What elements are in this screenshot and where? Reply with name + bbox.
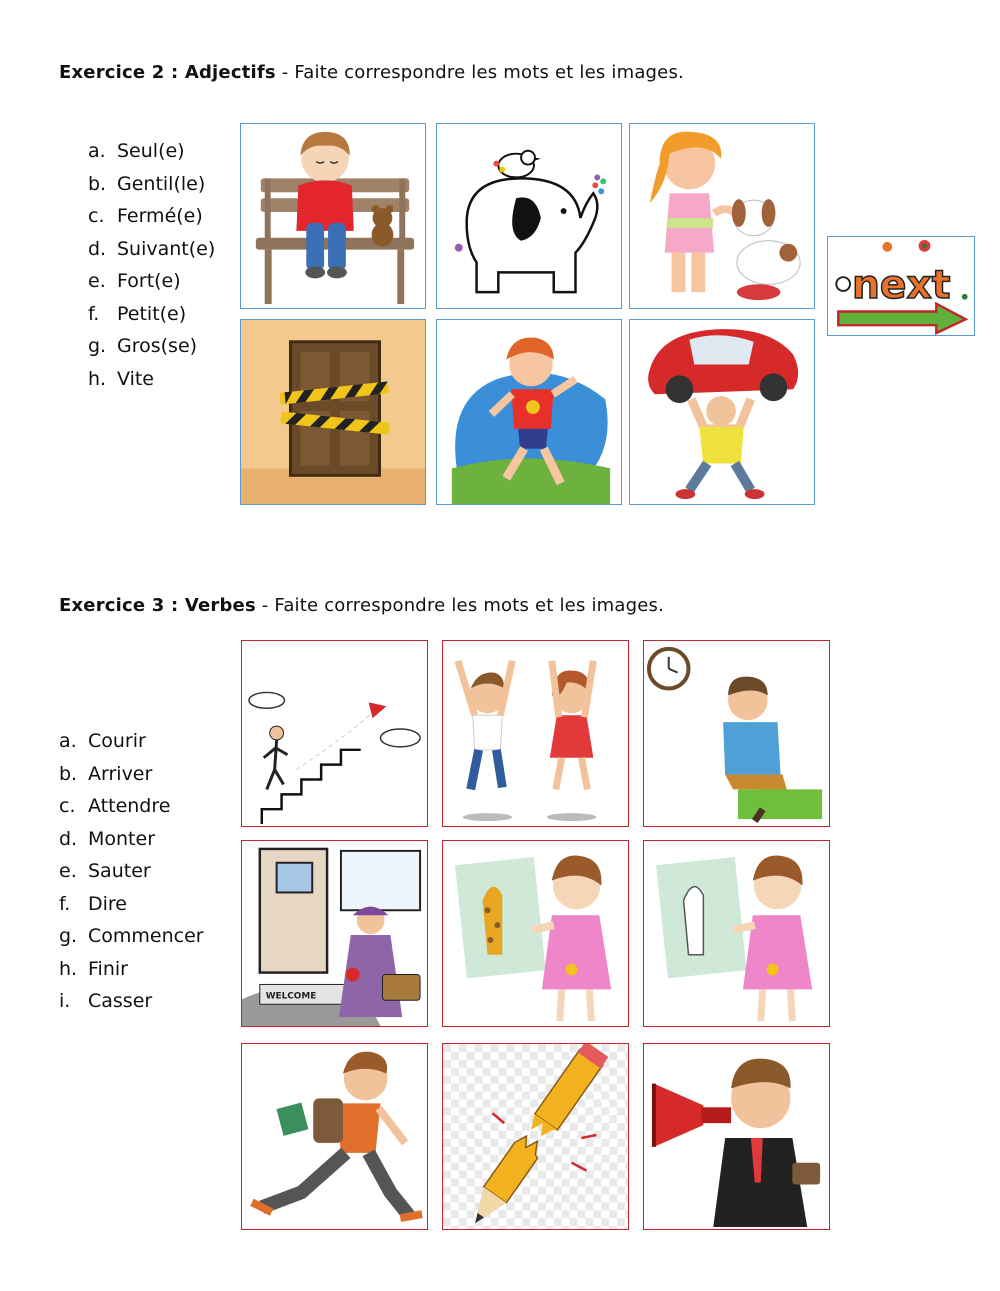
list-item: i. Casser <box>59 990 153 1013</box>
girl-and-dog-illustration <box>630 124 814 308</box>
jumping-kids-illustration <box>443 641 628 826</box>
arriving-illustration <box>242 841 427 1026</box>
exercise2-prefix: Exercice 2 : <box>59 62 185 83</box>
image-man-waiting[interactable] <box>643 640 830 827</box>
exercise3-heading <box>59 595 664 617</box>
waiting-man-illustration <box>644 641 829 826</box>
elephant-illustration <box>437 124 621 308</box>
welcome-mat-text: WELCOME <box>265 991 317 1002</box>
next-button[interactable] <box>827 236 975 336</box>
image-lonely-child-on-bench[interactable] <box>240 123 426 309</box>
running-girl-illustration <box>437 320 621 504</box>
list-item: g. Commencer <box>59 925 204 948</box>
next-arrow-icon <box>828 237 974 335</box>
strong-man-illustration <box>630 320 814 504</box>
megaphone-man-illustration <box>644 1044 829 1229</box>
closed-door-illustration <box>241 320 425 504</box>
list-item: f. Petit(e) <box>88 302 187 325</box>
image-running-boy[interactable] <box>241 1043 428 1230</box>
finished-drawing-illustration <box>443 841 628 1026</box>
exercise3-topic: Verbes <box>184 595 256 616</box>
image-broken-pencil[interactable] <box>442 1043 629 1230</box>
image-arriving-home[interactable] <box>241 840 428 1027</box>
list-item: c. Fermé(e) <box>88 205 203 228</box>
image-girl-petting-dog[interactable] <box>629 123 815 309</box>
image-girl-starting-drawing[interactable] <box>643 840 830 1027</box>
image-jumping-kids[interactable] <box>442 640 629 827</box>
running-boy-illustration <box>242 1044 427 1229</box>
list-item: d. Monter <box>59 827 156 850</box>
list-item: c. Attendre <box>59 795 171 818</box>
exercise2-word-list <box>88 135 215 395</box>
list-item: b. Arriver <box>59 762 153 785</box>
list-item: g. Gros(se) <box>88 335 198 358</box>
next-label: next <box>852 262 951 308</box>
exercise3-instruction: - Faite correspondre les mots et les images. <box>255 595 665 616</box>
list-item: h. Finir <box>59 957 128 980</box>
list-item: b. Gentil(le) <box>88 172 206 195</box>
list-item: a. Seul(e) <box>88 140 185 163</box>
image-man-with-megaphone[interactable] <box>643 1043 830 1230</box>
exercise2-instruction: - Faite correspondre les mots et les images. <box>275 62 684 83</box>
lonely-child-illustration <box>241 124 425 308</box>
image-strong-man-lifting-car[interactable] <box>629 319 815 505</box>
list-item: a. Courir <box>59 730 146 753</box>
stairs-illustration <box>242 641 427 826</box>
list-item: d. Suivant(e) <box>88 237 216 260</box>
image-closed-door[interactable] <box>240 319 426 505</box>
image-running-girl[interactable] <box>436 319 622 505</box>
exercise3-word-list <box>59 725 204 1018</box>
list-item: f. Dire <box>59 892 127 915</box>
starting-drawing-illustration <box>644 841 829 1026</box>
image-girl-finished-drawing[interactable] <box>442 840 629 1027</box>
list-item: e. Fort(e) <box>88 270 181 293</box>
broken-pencil-illustration <box>443 1044 628 1229</box>
list-item: e. Sauter <box>59 860 151 883</box>
exercise2-topic: Adjectifs <box>184 62 276 83</box>
exercise3-prefix: Exercice 3 : <box>59 595 185 616</box>
image-climbing-stairs[interactable] <box>241 640 428 827</box>
exercise2-heading <box>59 62 684 84</box>
image-elephant-and-bird[interactable] <box>436 123 622 309</box>
list-item: h. Vite <box>88 367 154 390</box>
